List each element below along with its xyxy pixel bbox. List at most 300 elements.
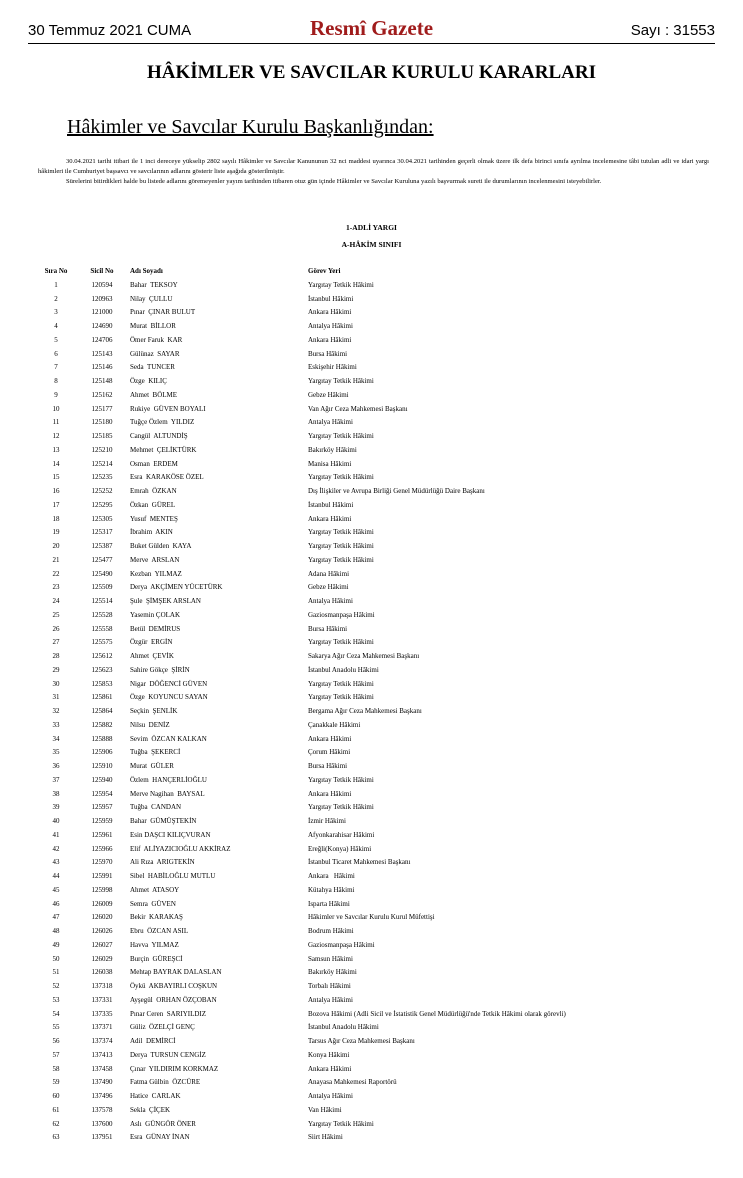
row-no: 7 <box>54 363 58 372</box>
row-no: 55 <box>52 1023 60 1032</box>
row-no: 26 <box>52 624 60 633</box>
row-sicil: 125961 <box>91 830 113 839</box>
row-sicil: 125966 <box>91 844 113 853</box>
row-sicil: 126029 <box>91 954 113 963</box>
row-no: 2 <box>54 294 58 303</box>
row-sicil: 137371 <box>91 1023 113 1032</box>
row-name: Murat GÜLER <box>130 762 174 770</box>
row-sicil: 125387 <box>91 542 113 550</box>
row-no: 48 <box>52 927 60 935</box>
table-body <box>38 279 728 1145</box>
row-duty: Ankara Hâkimi <box>308 872 355 880</box>
row-sicil: 125305 <box>91 514 113 523</box>
row-duty: Çanakkale Hâkimi <box>308 720 361 729</box>
row-duty: Antalya Hâkimi <box>308 597 353 605</box>
row-no: 16 <box>52 487 60 495</box>
row-name: Emrah ÖZKAN <box>130 487 177 495</box>
row-name: Yasemin ÇOLAK <box>130 610 181 619</box>
row-no: 21 <box>52 555 60 564</box>
row-duty: Van Hâkimi <box>308 1105 342 1114</box>
row-name: Tuğba ŞEKERCİ <box>130 748 181 757</box>
row-duty: Bursa Hâkimi <box>308 762 348 770</box>
row-name: Elif ALİYAZICIOĞLU AKKİRAZ <box>130 844 231 853</box>
table-row <box>38 375 728 389</box>
row-no: 17 <box>52 500 60 509</box>
row-sicil: 120963 <box>91 294 113 303</box>
table-row <box>38 980 728 994</box>
table-row <box>38 705 728 719</box>
row-duty: Torbalı Hâkimi <box>308 982 351 990</box>
row-no: 19 <box>52 528 60 537</box>
row-no: 18 <box>52 514 60 523</box>
row-sicil: 126038 <box>91 968 113 977</box>
row-duty: Yargıtay Tetkik Hâkimi <box>308 679 374 688</box>
table-row <box>38 1131 728 1145</box>
row-name: Aslı GÜNGÖR ÖNER <box>130 1119 196 1128</box>
row-name: Pınar ÇINAR BULUT <box>130 308 196 317</box>
row-sicil: 125528 <box>91 610 113 619</box>
row-sicil: 120594 <box>91 280 113 289</box>
row-name: Derya TURSUN CENGİZ <box>130 1050 206 1059</box>
row-name: Fatma Gülbin ÖZCÜRE <box>130 1078 201 1087</box>
row-duty: Isparta Hâkimi <box>308 899 350 908</box>
row-duty: İzmir Hâkimi <box>308 817 346 825</box>
row-duty: Sakarya Ağır Ceza Mahkemesi Başkanı <box>308 652 420 660</box>
table-row <box>38 293 728 307</box>
row-sicil: 125864 <box>91 707 113 715</box>
row-no: 24 <box>52 597 60 605</box>
row-sicil: 126026 <box>91 927 113 935</box>
table-row <box>38 403 728 417</box>
table-row <box>38 898 728 912</box>
row-sicil: 125180 <box>91 418 113 427</box>
table-row <box>38 1049 728 1063</box>
table-row <box>38 361 728 375</box>
row-sicil: 125185 <box>91 432 113 440</box>
row-no: 42 <box>52 844 60 853</box>
table-row <box>38 416 728 430</box>
intro-paragraph: 30.04.2021 tarihi itibari ile 1 inci dereceye yükselip 2802 sayılı Hâkimler ve Savcılar Kanununun 32 nci maddesi uyarınca 30.04.2021 tarihinden geçerli olmak üzere ilk defa birinci sınıfa ayrılma incelemesine tâbi tutulan adli ve idari yargı hâkimleri ile Cumhuriyet başsavcı ve savcılarının adlarını gösterir liste aşağıda gösterilmiştir. <box>38 158 709 175</box>
row-sicil: 125162 <box>91 390 113 399</box>
row-no: 49 <box>52 940 60 949</box>
row-sicil: 125861 <box>91 693 113 702</box>
row-no: 4 <box>54 322 58 330</box>
row-name: Derya AKÇİMEN YÜCETÜRK <box>130 583 223 592</box>
table-row <box>38 650 728 664</box>
row-sicil: 125910 <box>91 762 113 770</box>
row-no: 15 <box>52 473 60 482</box>
table-row <box>38 733 728 747</box>
row-duty: Bursa Hâkimi <box>308 349 348 358</box>
row-name: Betül DEMİRUS <box>130 624 181 633</box>
row-duty: Bakırköy Hâkimi <box>308 968 357 977</box>
row-duty: Yargıtay Tetkik Hâkimi <box>308 1119 374 1128</box>
row-duty: İstanbul Anadolu Hâkimi <box>308 1023 379 1032</box>
table-row <box>38 595 728 609</box>
table-row <box>38 966 728 980</box>
row-duty: Gaziosmanpaşa Hâkimi <box>308 610 375 619</box>
main-title: HÂKİMLER VE SAVCILAR KURULU KARARLARI <box>146 62 597 83</box>
row-name: Seçkin ŞENLİK <box>130 707 178 715</box>
table-header-row <box>38 265 728 279</box>
row-name: Tuğba CANDAN <box>130 803 182 812</box>
row-duty: Van Ağır Ceza Mahkemesi Başkanı <box>308 404 408 413</box>
row-duty: Gaziosmanpaşa Hâkimi <box>308 940 375 949</box>
row-name: Mehtap BAYRAK DALASLAN <box>130 968 222 977</box>
row-duty: Dış İlişkiler ve Avrupa Birliği Genel Müdürlüğü Daire Başkanı <box>308 487 485 495</box>
row-duty: Ankara Hâkimi <box>308 308 352 317</box>
header-no: Sıra No <box>44 267 68 275</box>
issuer-subtitle: Hâkimler ve Savcılar Kurulu Başkanlığından: <box>67 116 434 138</box>
row-sicil: 125148 <box>91 377 113 385</box>
subsection-heading: A-HÂKİM SINIFI <box>341 240 402 249</box>
row-sicil: 137458 <box>91 1064 113 1073</box>
row-no: 59 <box>52 1078 60 1087</box>
table-row <box>38 911 728 925</box>
table-row <box>38 678 728 692</box>
row-duty: Antalya Hâkimi <box>308 1092 353 1100</box>
row-name: Murat BİLLOR <box>130 322 176 330</box>
row-sicil: 125143 <box>91 349 113 358</box>
row-name: Esra GÜNAY İNAN <box>130 1133 190 1142</box>
row-duty: Afyonkarahisar Hâkimi <box>308 830 375 839</box>
table-row <box>38 513 728 527</box>
table-row <box>38 760 728 774</box>
table-row <box>38 1021 728 1035</box>
row-name: Merve ARSLAN <box>130 555 180 564</box>
row-no: 60 <box>52 1092 60 1100</box>
table-row <box>38 925 728 939</box>
row-duty: Yargıtay Tetkik Hâkimi <box>308 542 374 550</box>
row-duty: Çorum Hâkimi <box>308 748 351 757</box>
table-row <box>38 334 728 348</box>
row-name: Mehmet ÇELİKTÜRK <box>130 445 197 454</box>
row-name: Özgür ERGİN <box>130 638 173 647</box>
row-sicil: 137335 <box>91 1009 113 1018</box>
row-name: Ali Rıza ARIGTEKİN <box>130 858 195 867</box>
row-name: Bekir KARAKAŞ <box>130 913 183 922</box>
row-no: 41 <box>52 830 60 839</box>
row-sicil: 125509 <box>91 583 113 592</box>
row-name: Sekla ÇİÇEK <box>130 1105 171 1114</box>
row-no: 1 <box>54 280 58 289</box>
row-duty: Yargıtay Tetkik Hâkimi <box>308 693 374 702</box>
row-sicil: 125940 <box>91 775 113 784</box>
table-row <box>38 389 728 403</box>
table-row <box>38 1076 728 1090</box>
table-row <box>38 471 728 485</box>
row-sicil: 137951 <box>91 1133 113 1142</box>
row-sicil: 125882 <box>91 720 113 729</box>
row-name: Özge KILIÇ <box>130 377 167 385</box>
row-name: Kezban YILMAZ <box>130 569 182 578</box>
row-duty: Antalya Hâkimi <box>308 995 353 1004</box>
row-sicil: 125490 <box>91 569 113 578</box>
row-duty: Eskişehir Hâkimi <box>308 363 357 372</box>
table-row <box>38 843 728 857</box>
row-no: 6 <box>54 349 58 358</box>
row-sicil: 126009 <box>91 899 113 908</box>
table-row <box>38 719 728 733</box>
table-row <box>38 1035 728 1049</box>
row-name: Merve Nagihan BAYSAL <box>130 789 205 798</box>
row-sicil: 137496 <box>91 1092 113 1100</box>
row-duty: Tarsus Ağır Ceza Mahkemesi Başkanı <box>308 1037 415 1045</box>
row-name: Havva YILMAZ <box>130 940 179 949</box>
row-name: Özge KOYUNCU SAYAN <box>130 693 208 702</box>
row-name: Öykü AKBAYIRLI COŞKUN <box>130 982 218 990</box>
header-duty: Görev Yeri <box>308 267 341 275</box>
row-no: 11 <box>52 418 60 427</box>
row-name: Seda TUNCER <box>130 363 175 372</box>
row-duty: Manisa Hâkimi <box>308 459 352 468</box>
table-row <box>38 540 728 554</box>
row-name: Burçin GÜREŞCİ <box>130 954 183 963</box>
row-duty: Ankara Hâkimi <box>308 734 352 743</box>
table-row <box>38 1118 728 1132</box>
row-name: Esra KARAKÖSE ÖZEL <box>130 473 204 482</box>
row-sicil: 126020 <box>91 913 113 922</box>
table-row <box>38 609 728 623</box>
row-name: Nilay ÇULLU <box>130 294 173 303</box>
row-duty: Anayasa Mahkemesi Raportörü <box>308 1078 397 1087</box>
row-no: 23 <box>52 583 60 592</box>
row-sicil: 137318 <box>91 982 113 990</box>
row-sicil: 124690 <box>91 322 113 330</box>
row-no: 63 <box>52 1133 60 1142</box>
row-name: Hatice CARLAK <box>130 1092 181 1100</box>
row-name: Yusuf MENTEŞ <box>130 514 178 523</box>
table-row <box>38 430 728 444</box>
row-sicil: 125558 <box>91 624 113 633</box>
row-duty: Antalya Hâkimi <box>308 418 353 427</box>
issue-date: 30 Temmuz 2021 CUMA <box>28 22 192 39</box>
row-sicil: 125906 <box>91 748 113 757</box>
row-no: 40 <box>52 817 60 825</box>
table-row <box>38 581 728 595</box>
table-row <box>38 1063 728 1077</box>
row-no: 29 <box>52 665 60 674</box>
table-row <box>38 953 728 967</box>
row-sicil: 137490 <box>91 1078 113 1087</box>
row-name: Sahire Gökçe ŞİRİN <box>130 665 190 674</box>
row-no: 22 <box>52 569 60 578</box>
row-sicil: 125514 <box>91 597 113 605</box>
issue-number: Sayı : 31553 <box>630 22 715 39</box>
row-no: 39 <box>52 803 60 812</box>
row-sicil: 137578 <box>91 1105 113 1114</box>
row-sicil: 125214 <box>91 459 113 468</box>
row-name: Ahmet ATASOY <box>130 885 180 894</box>
row-no: 45 <box>52 885 60 894</box>
row-no: 50 <box>52 954 60 963</box>
row-sicil: 125959 <box>91 817 113 825</box>
row-duty: Bozova Hâkimi (Adli Sicil ve İstatistik Genel Müdürlüğü'nde Tetkik Hâkimi olarak görevli) <box>308 1009 566 1018</box>
row-no: 8 <box>54 377 58 385</box>
row-name: Bahar GÜMÜŞTEKİN <box>130 817 197 825</box>
row-name: Ayşegül ORHAN ÖZÇOBAN <box>130 995 217 1004</box>
row-no: 32 <box>52 707 60 715</box>
row-sicil: 137374 <box>91 1037 113 1045</box>
row-no: 53 <box>52 995 60 1004</box>
row-sicil: 125210 <box>91 445 113 454</box>
row-duty: İstanbul Anadolu Hâkimi <box>308 665 379 674</box>
row-no: 3 <box>54 308 58 317</box>
gazette-header <box>28 16 715 46</box>
row-no: 56 <box>52 1037 60 1045</box>
row-duty: Yargıtay Tetkik Hâkimi <box>308 803 374 812</box>
judges-table <box>38 265 728 1145</box>
row-no: 31 <box>52 693 60 702</box>
row-duty: Kütahya Hâkimi <box>308 885 355 894</box>
section-heading: 1-ADLİ YARGI <box>346 223 397 232</box>
table-row <box>38 458 728 472</box>
row-sicil: 125477 <box>91 555 113 564</box>
row-no: 12 <box>52 432 60 440</box>
row-sicil: 125888 <box>91 734 113 743</box>
row-sicil: 125612 <box>91 652 113 660</box>
row-name: Esin DAŞCI KILIÇVURAN <box>130 830 211 839</box>
row-sicil: 137600 <box>91 1119 113 1128</box>
table-row <box>38 1104 728 1118</box>
table-row <box>38 636 728 650</box>
row-duty: Konya Hâkimi <box>308 1050 350 1059</box>
table-row <box>38 348 728 362</box>
row-sicil: 125991 <box>91 872 113 880</box>
table-row <box>38 994 728 1008</box>
row-sicil: 125252 <box>91 487 113 495</box>
row-no: 57 <box>52 1050 60 1059</box>
table-row <box>38 788 728 802</box>
table-row <box>38 815 728 829</box>
intro-paragraph: Sürelerini bitirdikleri halde bu listede adlarını göremeyenler yayım tarihinden itibaren otuz gün içinde Hâkimler ve Savcılar Kuruluna yazılı başvurmak sureti ile durumlarının incelenmesini isteyebilirler. <box>66 178 602 185</box>
row-duty: İstanbul Hâkimi <box>308 500 354 509</box>
row-no: 58 <box>52 1064 60 1073</box>
table-row <box>38 568 728 582</box>
row-sicil: 125146 <box>91 363 113 372</box>
row-sicil: 126027 <box>91 940 113 949</box>
row-no: 37 <box>52 775 60 784</box>
row-sicil: 125317 <box>91 528 113 537</box>
row-no: 46 <box>52 899 60 908</box>
table-row <box>38 485 728 499</box>
row-name: Ahmet ÇEVİK <box>130 652 174 660</box>
row-no: 51 <box>52 968 60 977</box>
row-duty: Adana Hâkimi <box>308 569 350 578</box>
table-row <box>38 939 728 953</box>
row-name: Nigar DÖĞENCİ GÜVEN <box>130 679 208 688</box>
table-row <box>38 499 728 513</box>
table-row <box>38 774 728 788</box>
row-no: 14 <box>52 459 60 468</box>
row-name: Sevim ÖZCAN KALKAN <box>130 734 207 743</box>
row-name: Rukiye GÜVEN BOYALI <box>130 404 206 413</box>
row-no: 5 <box>54 335 58 344</box>
row-duty: Yargıtay Tetkik Hâkimi <box>308 432 374 440</box>
row-duty: Yargıtay Tetkik Hâkimi <box>308 555 374 564</box>
header-divider <box>28 43 715 44</box>
row-sicil: 125970 <box>91 858 113 867</box>
row-no: 52 <box>52 982 60 990</box>
row-duty: Yargıtay Tetkik Hâkimi <box>308 528 374 537</box>
row-name: Sibel HABİLOĞLU MUTLU <box>130 872 216 880</box>
row-no: 20 <box>52 542 60 550</box>
row-no: 9 <box>54 390 58 399</box>
row-duty: Gebze Hâkimi <box>308 390 349 399</box>
row-name: Ahmet BÖLME <box>130 390 178 399</box>
table-row <box>38 870 728 884</box>
row-no: 34 <box>52 734 60 743</box>
row-no: 61 <box>52 1105 60 1114</box>
row-duty: Samsun Hâkimi <box>308 954 353 963</box>
row-no: 30 <box>52 679 60 688</box>
table-row <box>38 691 728 705</box>
row-duty: Yargıtay Tetkik Hâkimi <box>308 377 374 385</box>
row-duty: Yargıtay Tetkik Hâkimi <box>308 280 374 289</box>
row-duty: Ankara Hâkimi <box>308 514 352 523</box>
row-name: Şule ŞİMŞEK ARSLAN <box>130 597 201 605</box>
row-sicil: 125954 <box>91 789 113 798</box>
table-row <box>38 320 728 334</box>
table-row <box>38 884 728 898</box>
row-no: 28 <box>52 652 60 660</box>
row-name: Osman ERDEM <box>130 459 178 468</box>
row-no: 43 <box>52 858 60 867</box>
table-row <box>38 746 728 760</box>
row-sicil: 125998 <box>91 885 113 894</box>
header-sicil: Sicil No <box>90 267 114 275</box>
row-sicil: 125623 <box>91 665 113 674</box>
row-name: Çınar YILDIRIM KORKMAZ <box>130 1064 219 1073</box>
row-no: 13 <box>52 445 60 454</box>
table-row <box>38 526 728 540</box>
row-duty: Ankara Hâkimi <box>308 1064 352 1073</box>
row-no: 25 <box>52 610 60 619</box>
row-no: 36 <box>52 762 60 770</box>
row-no: 47 <box>52 913 60 922</box>
row-duty: Bursa Hâkimi <box>308 624 348 633</box>
row-no: 33 <box>52 720 60 729</box>
table-row <box>38 1008 728 1022</box>
row-name: Pınar Ceren SARIYILDIZ <box>130 1009 207 1018</box>
table-row <box>38 623 728 637</box>
row-duty: Ereğli(Konya) Hâkimi <box>308 844 372 853</box>
row-duty: Bakırköy Hâkimi <box>308 445 357 454</box>
row-name: Özkan GÜREL <box>130 500 176 509</box>
row-name: Özlem HANÇERLİOĞLU <box>130 775 207 784</box>
table-row <box>38 1090 728 1104</box>
row-sicil: 125235 <box>91 473 113 482</box>
row-sicil: 137413 <box>91 1050 113 1059</box>
table-row <box>38 554 728 568</box>
row-name: Nilsu DENİZ <box>130 720 170 729</box>
row-duty: Bodrum Hâkimi <box>308 927 354 935</box>
table-row <box>38 801 728 815</box>
gazette-title: Resmî Gazete <box>309 16 434 40</box>
row-duty: Ankara Hâkimi <box>308 335 352 344</box>
row-no: 27 <box>52 638 60 647</box>
row-duty: Gebze Hâkimi <box>308 583 349 592</box>
row-name: Tuğçe Özlem YILDIZ <box>130 418 195 427</box>
row-no: 35 <box>52 748 60 757</box>
row-name: Cangül ALTUNDİŞ <box>130 432 188 440</box>
header-name: Adı Soyadı <box>130 267 163 275</box>
row-sicil: 125957 <box>91 803 113 812</box>
row-no: 62 <box>52 1119 60 1128</box>
row-duty: Yargıtay Tetkik Hâkimi <box>308 473 374 482</box>
row-no: 38 <box>52 789 60 798</box>
row-duty: Yargıtay Tetkik Hâkimi <box>308 638 374 647</box>
